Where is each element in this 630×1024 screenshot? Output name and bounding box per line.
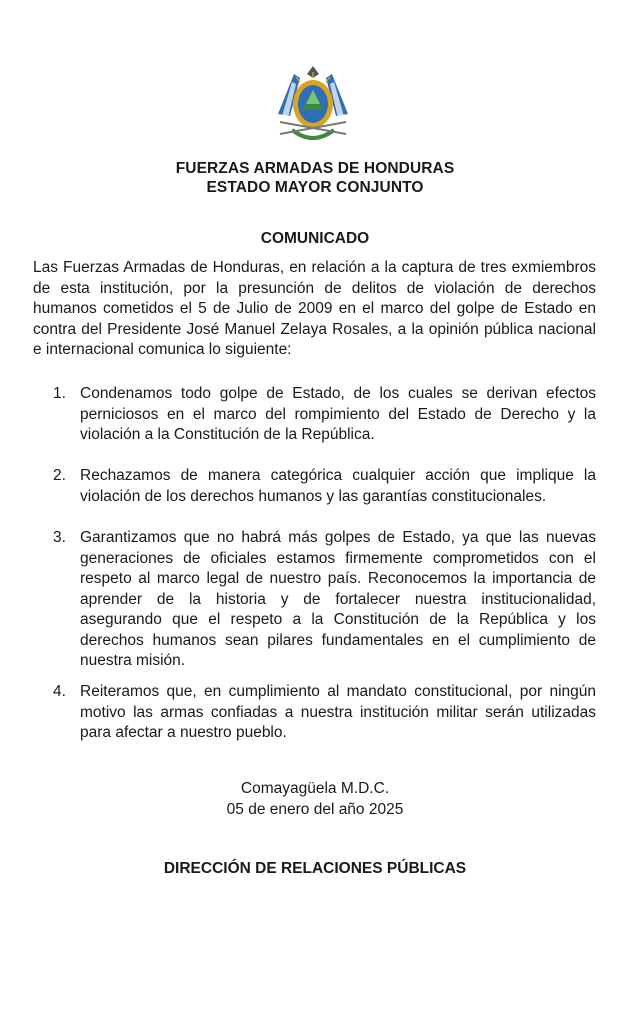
list-item-text: Garantizamos que no habrá más golpes de Estado, ya que las nuevas generaciones de oficiales estamos firmemente comprometidos con el respeto al marco legal de nuestro país. Reconocemos la importancia de aprender de la historia y de fortalecer nuestra institucionalidad, asegurando que el respeto a la Constitución de la República y los derechos humanos sean pilares fundamentales en el cumplimiento de nuestra misión. xyxy=(80,529,596,669)
list-item-number: 3. xyxy=(53,529,66,546)
issue-place: Comayagüela M.D.C. xyxy=(240,780,390,797)
list-item-number: 2. xyxy=(53,467,66,484)
issue-date: 05 de enero del año 2025 xyxy=(226,801,404,818)
list-item-text: Condenamos todo golpe de Estado, de los cuales se derivan efectos perniciosos en el marco del rompimiento del Estado de Derecho y la violación a la Constitución de la República. xyxy=(80,385,596,443)
armed-forces-emblem-icon xyxy=(270,64,356,148)
list-item-number: 1. xyxy=(53,385,66,402)
organization-subtitle: ESTADO MAYOR CONJUNTO xyxy=(206,179,424,196)
signature-department: DIRECCIÓN DE RELACIONES PÚBLICAS xyxy=(163,860,467,877)
document-title: COMUNICADO xyxy=(260,230,370,247)
organization-name: FUERZAS ARMADAS DE HONDURAS xyxy=(175,160,455,177)
intro-paragraph: Las Fuerzas Armadas de Honduras, en relación a la captura de tres exmiembros de esta institución, por la presunción de delitos de violación de derechos humanos cometidos el 5 de Julio de 2009 en el marco del golpe de Estado en contra del Presidente José Manuel Zelaya Rosales, a la opinión pública nacional e internacional comunica lo siguiente: xyxy=(33,259,596,358)
list-item-text: Reiteramos que, en cumplimiento al mandato constitucional, por ningún motivo las armas confiadas a nuestra institución militar serán utilizadas para afectar a nuestro pueblo. xyxy=(80,683,596,741)
list-item-text: Rechazamos de manera categórica cualquier acción que implique la violación de los derechos humanos y las garantías constitucionales. xyxy=(80,467,596,505)
list-item-number: 4. xyxy=(53,683,66,700)
